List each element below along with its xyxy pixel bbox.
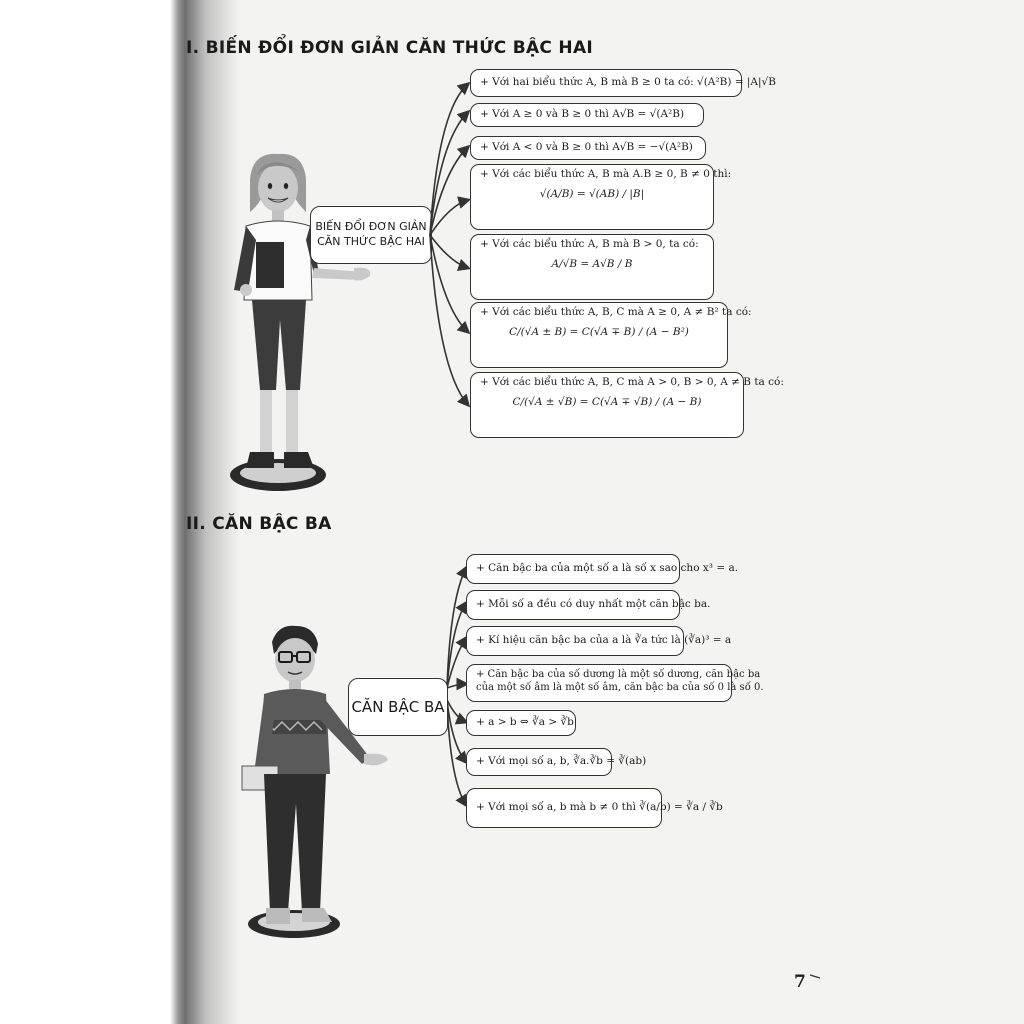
rule-text: + Với các biểu thức A, B mà A.B ≥ 0, B ≠ 0 thì: — [480, 168, 732, 180]
rule-text: + Căn bậc ba của số dương là một số dương, căn bậc ba — [476, 669, 761, 680]
rule-text: + Với mọi số a, b, ∛a.∛b = ∛(ab) — [476, 755, 647, 768]
center-node-cube-root — [348, 678, 448, 736]
section-heading-1: I. BIẾN ĐỔI ĐƠN GIẢN CĂN THỨC BẬC HAI — [186, 38, 594, 58]
cube-rule-box-6 — [466, 748, 647, 776]
rule-text: + Với A ≥ 0 và B ≥ 0 thì A√B = √(A²B) — [480, 108, 685, 121]
rule-box-4 — [470, 164, 732, 230]
rule-text: + Với các biểu thức A, B, C mà A ≥ 0, A ≠ B² ta có: — [480, 306, 752, 318]
rule-formula: A/√B = A√B / B — [551, 257, 633, 270]
rule-text: + Căn bậc ba của một số a là số x sao cho x³ = a. — [476, 562, 739, 575]
rule-text: của một số âm là một số âm, căn bậc ba của số 0 là số 0. — [476, 682, 764, 693]
rule-box-7 — [470, 372, 784, 438]
cube-rule-box-2 — [466, 590, 711, 620]
rule-text: + a > b ⇔ ∛a > ∛b — [476, 716, 574, 729]
cube-rule-box-4 — [466, 664, 764, 702]
rule-box-3 — [470, 136, 706, 160]
rule-text: + Với A < 0 và B ≥ 0 thì A√B = −√(A²B) — [480, 141, 693, 154]
cube-rule-box-1 — [466, 554, 739, 584]
rule-text: + Mỗi số a đều có duy nhất một căn bậc ba. — [476, 598, 711, 611]
center-node-label: BIẾN ĐỔI ĐƠN GIẢN CĂN THỨC BẬC HAI — [315, 220, 427, 248]
rule-text: + Với hai biểu thức A, B mà B ≥ 0 ta có: √(A²B) = |A|√B — [480, 76, 776, 89]
rule-box-1 — [470, 69, 776, 97]
rule-formula: C/(√A ± B) = C(√A ∓ B) / (A − B²) — [509, 325, 689, 338]
rule-box-6 — [470, 302, 752, 368]
cube-rule-box-3 — [466, 626, 732, 656]
rule-formula: √(A/B) = √(AB) / |B| — [539, 187, 645, 200]
cube-rule-box-5 — [466, 710, 576, 736]
rule-text: + Với các biểu thức A, B, C mà A > 0, B > 0, A ≠ B ta có: — [480, 376, 784, 388]
rule-formula: C/(√A ± √B) = C(√A ∓ √B) / (A − B) — [512, 395, 702, 408]
center-node-label: CĂN BẬC BA — [351, 697, 445, 716]
rule-text: + Với các biểu thức A, B mà B > 0, ta có: — [480, 238, 699, 250]
cube-rule-box-7 — [466, 788, 723, 828]
boy-illustration — [238, 624, 398, 944]
rule-text: + Với mọi số a, b mà b ≠ 0 thì ∛(a/b) = ∛a / ∛b — [476, 801, 723, 814]
section-heading-2: II. CĂN BẬC BA — [186, 514, 332, 534]
rule-box-5 — [470, 234, 714, 300]
rule-box-2 — [470, 103, 704, 127]
page-number: 7 — [794, 972, 806, 992]
rule-text: + Kí hiệu căn bậc ba của a là ∛a tức là (∛a)³ = a — [476, 634, 732, 647]
